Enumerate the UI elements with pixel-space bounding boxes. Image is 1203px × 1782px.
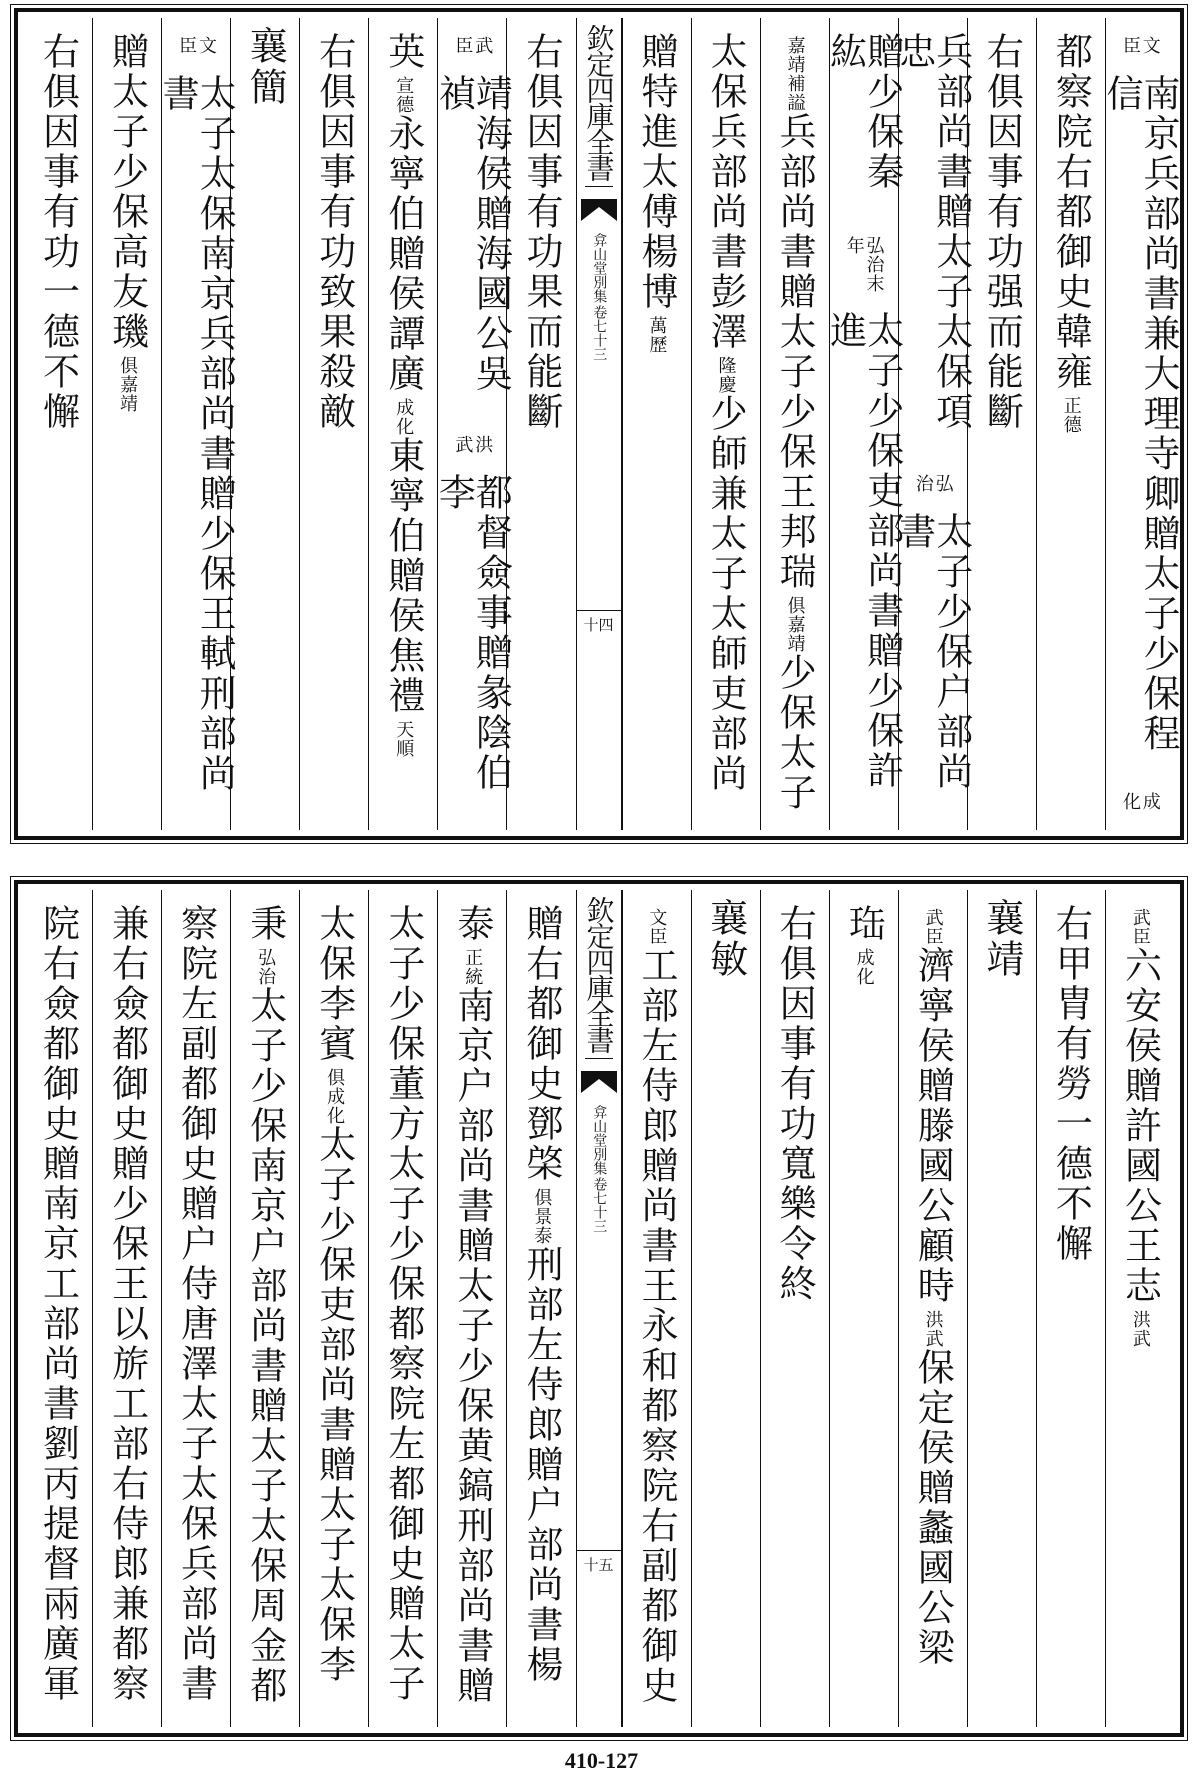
text-column	[437, 890, 506, 1727]
text-column	[967, 18, 1036, 830]
column-text: 珤	[842, 904, 886, 944]
text-column	[506, 890, 575, 1727]
column-text: 太保李賓	[312, 904, 356, 1064]
column-text: 太子太保南京兵部尚書贈少保王軾刑部尚書	[156, 73, 237, 794]
work-title: 弇山堂別集	[591, 233, 608, 303]
column-text-continued: 太子少保南京户部尚書贈太子太保周金都	[243, 986, 287, 1706]
reign-note: 正統	[462, 948, 484, 986]
column-text: 都察院右都御史韓雍	[1049, 32, 1093, 392]
column-text-continued: 東寧伯贈侯焦禮	[381, 436, 425, 716]
text-column	[161, 890, 230, 1727]
text-column	[823, 18, 904, 830]
page-number: 410-127	[564, 1748, 639, 1773]
text-column	[1036, 18, 1105, 830]
column-text: 右甲胄有勞一德不懈	[1049, 904, 1093, 1264]
reign-note: 成化	[393, 398, 415, 436]
heading-text: 襄簡	[243, 26, 288, 108]
text-column	[506, 18, 575, 830]
column-text: 英	[381, 32, 425, 72]
book-title: 欽定四庫全書	[585, 24, 613, 187]
text-column	[92, 18, 161, 830]
column-text: 贈右都御史鄧棨	[519, 904, 563, 1184]
fishtail-mark-icon	[579, 195, 619, 225]
column-text-continued: 保定侯贈蠡國公梁	[911, 1348, 955, 1668]
folio-number: 十五	[577, 1550, 621, 1575]
column-text: 秉	[243, 904, 287, 944]
reign-note: 成化	[1119, 792, 1161, 812]
column-text: 右俱因事有功致果殺敵	[312, 32, 356, 432]
column-text: 兵部尚書贈太子少保王邦瑞	[773, 112, 817, 592]
text-column	[622, 18, 691, 830]
book-spine-margin	[576, 18, 622, 830]
column-text: 兵部尚書贈太子太保項忠	[892, 32, 973, 432]
reign-note: 洪武	[452, 435, 494, 454]
rank-label: 文臣	[646, 908, 668, 946]
column-text: 右俱因事有功强而能斷	[980, 32, 1024, 432]
lower-page	[14, 880, 1184, 1737]
spine-subtitle	[591, 233, 606, 361]
reign-note: 洪武	[922, 1310, 944, 1348]
reign-note: 洪武	[1129, 1310, 1151, 1348]
reign-note: 天順	[393, 720, 415, 758]
reign-note: 成化	[853, 948, 875, 986]
rank-label: 文臣	[1119, 36, 1161, 55]
text-column	[299, 890, 368, 1727]
reign-note: 萬歷	[646, 316, 668, 354]
column-text-continued: 少保太子	[773, 653, 817, 813]
text-column	[760, 18, 829, 830]
column-text-continued: 都督僉事贈彖陰伯李	[432, 472, 513, 793]
reign-note: 俱成化	[324, 1068, 346, 1125]
text-column	[760, 890, 829, 1727]
book-spine-margin	[576, 890, 622, 1727]
column-text: 南京兵部尚書兼大理寺卿贈太子少保程信	[1099, 73, 1180, 754]
text-column	[156, 18, 237, 830]
column-text: 太保兵部尚書彭澤	[704, 32, 748, 352]
reign-note: 宣德	[393, 76, 415, 114]
text-column	[1099, 18, 1180, 830]
heading-text: 襄敏	[703, 898, 748, 980]
rank-label: 武臣	[922, 908, 944, 946]
column-text: 六安侯贈許國公王志	[1118, 946, 1162, 1306]
rank-label: 文臣	[176, 36, 217, 55]
text-column	[432, 18, 513, 830]
fishtail-mark-icon	[579, 1067, 619, 1097]
folio-number: 十四	[577, 610, 621, 635]
column-text-continued: 少師兼太子太師吏部尚	[704, 394, 748, 794]
reign-note: 弘治	[912, 473, 954, 493]
column-text: 濟寧侯贈滕國公顧時	[911, 946, 955, 1306]
rank-label: 嘉靖補謚	[784, 36, 806, 112]
text-column	[368, 890, 437, 1727]
column-text: 右俱因事有功寬樂令終	[773, 904, 817, 1304]
section-heading	[230, 18, 299, 830]
book-title: 欽定四庫全書	[585, 896, 613, 1059]
reign-note: 俱嘉靖	[784, 596, 806, 653]
upper-page	[14, 8, 1184, 840]
reign-note: 俱景泰	[531, 1188, 553, 1245]
column-text: 太子少保董方太子少保都察院左都御史贈太子	[381, 904, 425, 1704]
column-text-continued: 刑部左侍郎贈户部尚書楊	[519, 1245, 563, 1685]
text-column	[230, 890, 299, 1727]
column-text: 院右僉都御史贈南京工部尚書劉丙提督兩廣軍	[36, 904, 80, 1704]
column-text: 泰	[450, 904, 494, 944]
column-text: 贈少保秦紘	[823, 32, 904, 192]
rank-label: 武臣	[452, 36, 494, 55]
reign-note: 隆慶	[715, 356, 737, 394]
column-text-continued: 永寧伯贈侯譚廣	[381, 114, 425, 394]
column-text-continued: 太子少保吏部尚書贈少保許進	[823, 311, 904, 792]
heading-text: 襄靖	[979, 898, 1024, 980]
column-text: 工部左侍郎贈尚書王永和都察院右副都御史	[635, 946, 679, 1706]
rank-label: 武臣	[1129, 908, 1151, 946]
text-column	[691, 18, 760, 830]
column-text: 察院左副都御史贈户侍唐澤太子太保兵部尚書	[174, 904, 218, 1704]
work-title: 弇山堂別集	[591, 1105, 608, 1175]
column-text-continued: 太子少保户部尚書	[892, 511, 973, 792]
text-column	[1105, 890, 1174, 1727]
reign-note: 正德	[1060, 396, 1082, 434]
juan-number: 卷七十三	[591, 305, 608, 361]
text-column	[92, 890, 161, 1727]
column-text: 右俱因事有功果而能斷	[519, 32, 563, 432]
section-heading	[967, 890, 1036, 1727]
upper-page-columns	[24, 18, 1180, 830]
reign-note: 俱嘉靖	[116, 356, 138, 413]
text-column	[898, 890, 967, 1727]
juan-number: 卷七十三	[591, 1177, 608, 1233]
column-text: 贈特進太傅楊博	[635, 32, 679, 312]
column-text: 兼右僉都御史贈少保王以旂工部右侍郎兼都察	[105, 904, 149, 1704]
lower-page-columns	[24, 890, 1174, 1727]
column-text: 右俱因事有功一德不懈	[36, 32, 80, 432]
text-column	[368, 18, 437, 830]
column-text: 靖海侯贈海國公吳禎	[432, 73, 513, 394]
text-column	[622, 890, 691, 1727]
section-heading	[691, 890, 760, 1727]
column-text: 贈太子少保高友璣	[105, 32, 149, 352]
reign-note: 弘治	[255, 948, 277, 986]
text-column	[829, 890, 898, 1727]
text-column	[1036, 890, 1105, 1727]
reign-note: 弘治末年	[843, 235, 885, 293]
column-text-continued: 南京户部尚書贈太子少保黄鎬刑部尚書贈	[450, 986, 494, 1706]
column-text-continued: 太子少保吏部尚書贈太子太保李	[312, 1125, 356, 1685]
text-column	[24, 890, 92, 1727]
text-column	[892, 18, 973, 830]
spine-subtitle	[591, 1105, 606, 1233]
text-column	[24, 18, 92, 830]
text-column	[299, 18, 368, 830]
